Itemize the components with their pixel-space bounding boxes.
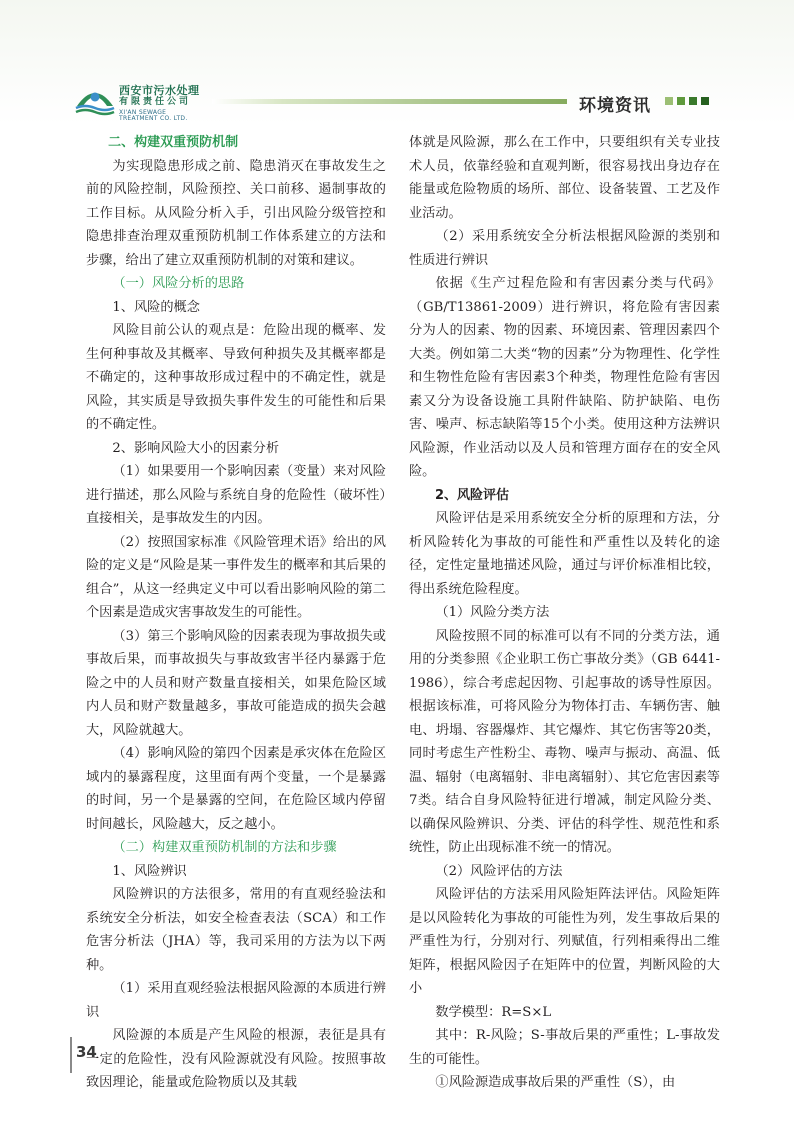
- subheading: （1）风险分类方法: [435, 605, 550, 620]
- decor-square: [701, 97, 709, 105]
- paragraph: 风险辨识的方法很多，常用的有直观经验法和系统安全分析法，如安全检查表法（SCA）和工作危害分析法（JHA）等，我司采用的方法为以下两种。: [86, 887, 386, 973]
- heading-level3: （二）构建双重预防机制的方法和步骤: [112, 840, 337, 855]
- logo-cn-line1: 西安市污水处理: [119, 84, 200, 97]
- page-header: [0, 0, 794, 125]
- subheading: 1、风险的概念: [112, 299, 200, 315]
- paragraph: 风险源的本质是产生风险的根源，表征是具有一定的危险性，没有风险源就没有风险。按照事故致因理论，能量或危险物质以及其载: [86, 1028, 386, 1090]
- company-logo-text: [119, 85, 200, 122]
- subheading: （2）风险评估的方法: [435, 863, 563, 879]
- page-number: 34: [76, 1043, 97, 1061]
- paragraph: （4）影响风险的第四个因素是承灾体在危险区域内的暴露程度，这里面有两个变量，一个是暴露的时间，另一个是暴露的空间，在危险区域内停留时间越长，风险越大，反之越小。: [86, 746, 386, 832]
- decor-square: [665, 97, 673, 105]
- logo-en-line2: TREATMENT CO. LTD.: [119, 115, 188, 122]
- paragraph: 风险按照不同的标准可以有不同的分类方法，通用的分类参照《企业职工伤亡事故分类》（GB 6441-1986），综合考虑起因物、引起事故的诱导性原因。根据该标准，可将风险分为物体打击、车辆伤害、触电、坍塌、容器爆炸、其它爆炸、其它伤害等20类，同时考虑生产性粉尘、毒物、噪声与振动、高温、低温、辐射（电离辐射、非电离辐射）、其它危害因素等7类。结合自身风险特征进行增减，制定风险分类、以确保风险辨识、分类、评估的科学性、规范性和系统性，防止出现标准不统一的情况。: [409, 628, 720, 855]
- logo-en-line1: XI'AN SEWAGE: [119, 109, 167, 116]
- formula: 数学模型：R=S×L: [435, 1004, 552, 1020]
- paragraph: （3）第三个影响风险的因素表现为事故损失或事故后果，而事故损失与事故致害半径内暴露于危险之中的人员和财产数量直接相关，如果危险区域内人员和财产数量越多，事故可能造成的损失会越大，风险就越大。: [86, 628, 386, 738]
- paragraph: （1）如果要用一个影响因素（变量）来对风险进行描述，那么风险与系统自身的危险性（破坏性）直接相关，是事故发生的内因。: [86, 464, 386, 526]
- paragraph: 风险目前公认的观点是：危险出现的概率、发生何种事故及其概率、导致何种损失及其概率都是不确定的，这种事故形成过程中的不确定性，就是风险，其实质是导致损失事件发生的可能性和后果的不确定性。: [86, 323, 386, 432]
- header-divider: [212, 99, 567, 104]
- paragraph: 依据《生产过程危险和有害因素分类与代码》（GB/T13861-2009）进行辨识，将危险有害因素分为人的因素、物的因素、环境因素、管理因素四个大类。例如第二大类“物的因素”分为物理性、化学性和生物性危险有害因素3个种类，物理性危险有害因素又分为设备设施工具附件缺陷、防护缺陷、电伤害、噪声、标志缺陷等15个小类。使用这种方法辨识风险源，作业活动以及人员和管理方面存在的安全风险。: [409, 276, 720, 479]
- subheading: （1）采用直观经验法根据风险源的本质进行辨识: [86, 981, 386, 1020]
- heading-bold: 2、风险评估: [435, 487, 510, 503]
- paragraph: （2）按照国家标准《风险管理术语》给出的风险的定义是“风险是某一事件发生的概率和其后果的组合”，从这一经典定义中可以看出影响风险的第二个因素是造成灾害事故发生的可能性。: [86, 534, 386, 620]
- page-number-bar: [70, 1037, 72, 1073]
- decor-square: [689, 97, 697, 105]
- subheading: 2、影响风险大小的因素分析: [112, 440, 280, 456]
- paragraph: 风险评估的方法采用风险矩阵法评估。风险矩阵是以风险转化为事故的可能性为列，发生事故后果的严重性为行，分别对行、列赋值，行列相乘得出二维矩阵，根据风险因子在矩阵中的位置，判断风险的大小: [409, 887, 720, 996]
- company-logo-icon: [74, 82, 116, 116]
- paragraph: 风险评估是采用系统安全分析的原理和方法，分析风险转化为事故的可能性和严重性以及转化的途径，定性定量地描述风险，通过与评价标准相比较，得出系统危险程度。: [409, 511, 720, 597]
- paragraph: 体就是风险源，那么在工作中，只要组织有关专业技术人员，依靠经验和直观判断，很容易找出身边存在能量或危险物质的场所、部位、设备装置、工艺及作业活动。: [409, 135, 720, 221]
- subheading: 1、风险辨识: [112, 863, 187, 879]
- paragraph: 其中：R-风险；S-事故后果的严重性；L-事故发生的可能性。: [409, 1028, 720, 1067]
- paragraph: ①风险源造成事故后果的严重性（S），由: [435, 1075, 676, 1090]
- decor-square: [677, 97, 685, 105]
- section-title: 环境资讯: [579, 96, 651, 116]
- left-column: [86, 131, 386, 1095]
- heading-level3: （一）风险分析的思路: [112, 276, 245, 291]
- subheading: （2）采用系统安全分析法根据风险源的类别和性质进行辨识: [409, 229, 720, 268]
- logo-cn-line2: 有限责任公司: [119, 97, 192, 107]
- heading-level2: 二、构建双重预防机制: [108, 135, 239, 150]
- right-column: [409, 131, 720, 1095]
- paragraph: 为实现隐患形成之前、隐患消灭在事故发生之前的风险控制，风险预控、关口前移、遏制事故的工作目标。从风险分析入手，引出风险分级管控和隐患排查治理双重预防机制工作体系建立的方法和步骤，给出了建立双重预防机制的对策和建议。: [86, 158, 386, 268]
